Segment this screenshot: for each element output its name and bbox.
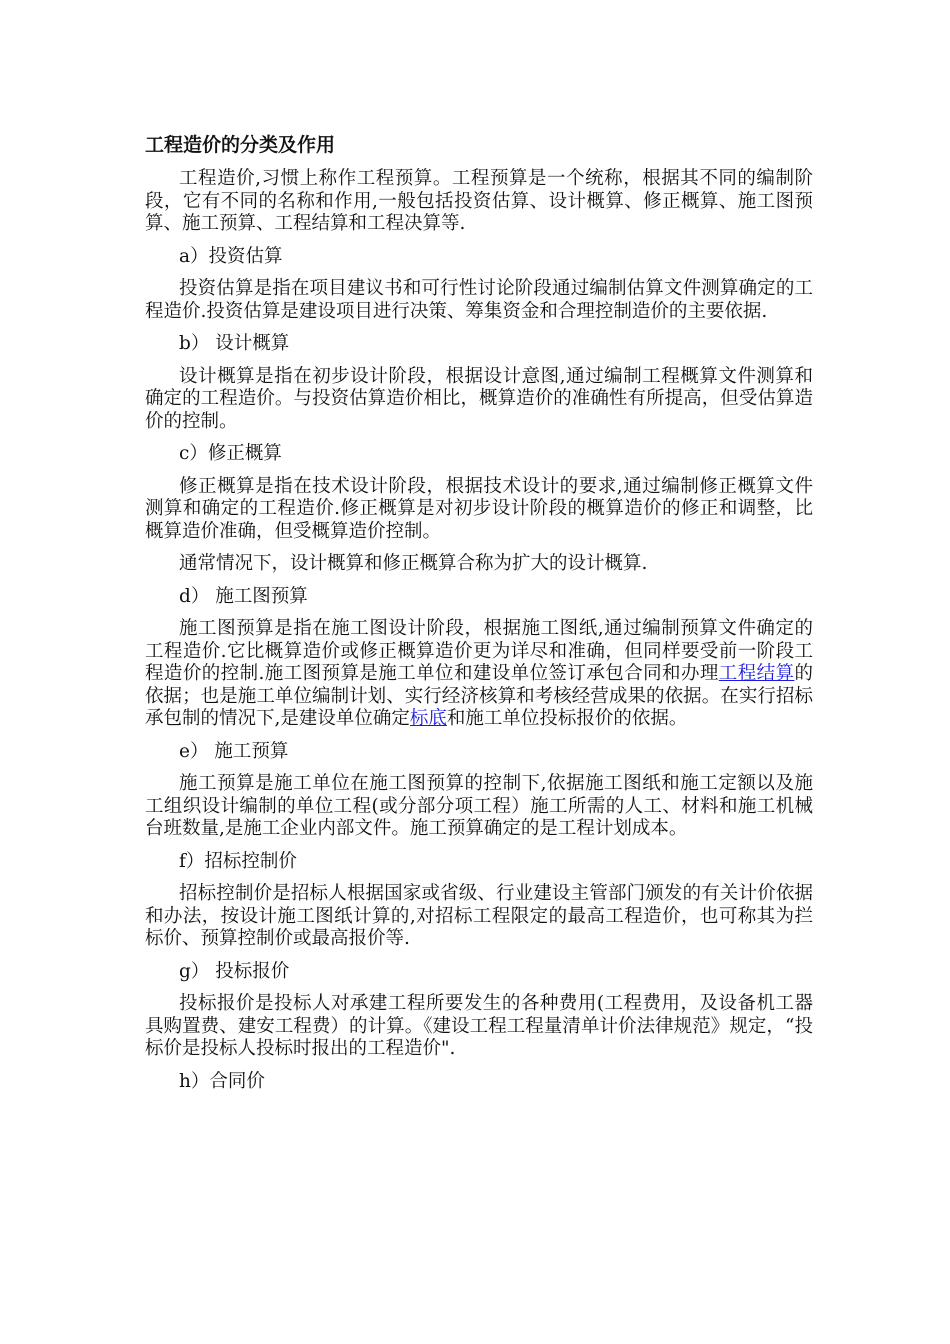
link-tender-base-price[interactable]: 标底 (409, 708, 447, 729)
section-c-heading: c）修正概算 (179, 443, 282, 464)
document-title: 工程造价的分类及作用 (145, 134, 336, 156)
section-f-heading: f）招标控制价 (179, 850, 297, 872)
section-d-text-1: 施工图预算是指在施工图设计阶段，根据施工图纸,通过编制预算文件确定的工程造价.它比概算造价或修正概算造价更为详尽和准确，但同样要受前一阶段工程造价的控制.施工图预算是施工单位和建设单位签订承包合同和办理 (145, 618, 813, 684)
section-g-heading: g） 投标报价 (179, 960, 290, 982)
section-d-text-2: 的依据；也是施工单位编制计划、实行经济核算和考核经营成果的依据。在实行招标承包制的情况下,是建设单位确定 (145, 663, 813, 729)
section-a-body: 投资估算是指在项目建议书和可行性讨论阶段通过编制估算文件测算确定的工程造价.投资估算是建设项目进行决策、筹集资金和合理控制造价的主要依据. (145, 278, 813, 322)
section-f-body: 招标控制价是招标人根据国家或省级、行业建设主管部门颁发的有关计价依据和办法，按设计施工图纸计算的,对招标工程限定的最高工程造价，也可称其为拦标价、预算控制价或最高报价等. (145, 883, 813, 949)
section-c-body: 修正概算是指在技术设计阶段，根据技术设计的要求,通过编制修正概算文件测算和确定的工程造价.修正概算是对初步设计阶段的概算造价的修正和调整，比概算造价准确，但受概算造价控制。 (145, 475, 813, 542)
link-engineering-settlement[interactable]: 工程结算 (718, 663, 795, 684)
section-b-heading: b） 设计概算 (179, 333, 290, 354)
section-h-heading: h）合同价 (179, 1070, 265, 1092)
section-d-text-3: 和施工单位投标报价的依据。 (446, 708, 688, 729)
section-g-body: 投标报价是投标人对承建工程所要发生的各种费用(工程费用，及设备机工器具购置费、建安工程费）的计算。《建设工程工程量清单计价法律规范》规定，“投标价是投标人投标时报出的工程造价". (145, 993, 813, 1059)
section-e-heading: e） 施工预算 (179, 740, 289, 762)
section-a-heading: a）投资估算 (179, 245, 283, 267)
document-page (145, 132, 813, 1103)
section-d-body (145, 618, 813, 731)
section-e-body: 施工预算是施工单位在施工图预算的控制下,依据施工图纸和施工定额以及施工组织设计编制的单位工程(或分部分项工程）施工所需的人工、材料和施工机械台班数量,是施工企业内部文件。施工预算确定的是工程计划成本。 (145, 773, 813, 839)
section-d-heading: d） 施工图预算 (179, 585, 308, 607)
section-c-note: 通常情况下，设计概算和修正概算合称为扩大的设计概算. (179, 553, 648, 574)
section-b-body: 设计概算是指在初步设计阶段，根据设计意图,通过编制工程概算文件测算和确定的工程造价。与投资估算造价相比，概算造价的准确性有所提高，但受估算造价的控制。 (145, 365, 813, 432)
intro-paragraph: 工程造价,习惯上称作工程预算。工程预算是一个统称，根据其不同的编制阶段，它有不同的名称和作用,一般包括投资估算、设计概算、修正概算、施工图预算、施工预算、工程结算和工程决算等. (145, 168, 813, 234)
